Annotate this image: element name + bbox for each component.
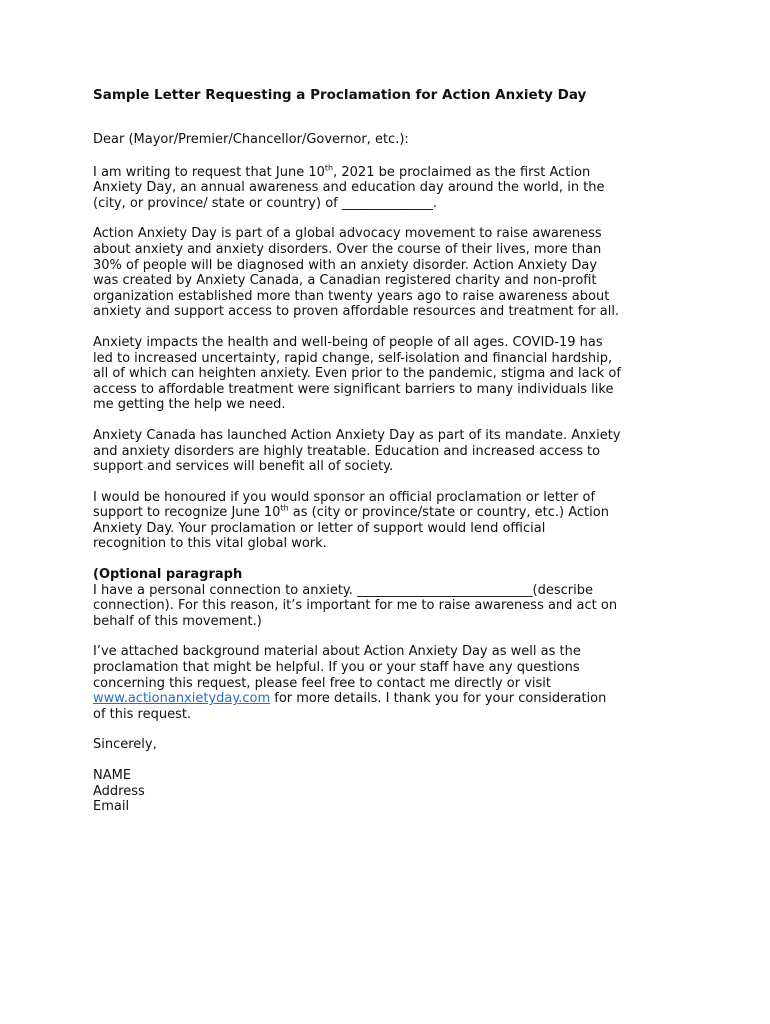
paragraph-line: was created by Anxiety Canada, a Canadian registered charity and non-profit	[93, 273, 597, 289]
paragraph-line: anxiety and support access to proven affordable resources and treatment for all.	[93, 304, 620, 320]
ordinal-suffix: th	[324, 163, 334, 173]
paragraph-line: recognition to this vital global work.	[93, 536, 327, 552]
paragraph-line: Anxiety impacts the health and well-being of people of all ages. COVID-19 has	[93, 334, 603, 350]
paragraph-about	[93, 226, 683, 320]
paragraph-line: I would be honoured if you would sponsor an official proclamation or letter of	[93, 489, 596, 505]
paragraph-line: of this request.	[93, 706, 192, 722]
paragraph-line: I’ve attached background material about Action Anxiety Day as well as the	[93, 644, 581, 660]
text-run: support to recognize June 10	[93, 505, 281, 521]
signature-email: Email	[93, 799, 130, 815]
paragraph-line: connection). For this reason, it’s important for me to raise awareness and act on	[93, 598, 618, 614]
paragraph-line	[93, 505, 683, 521]
paragraph-line: me getting the help we need.	[93, 397, 286, 413]
signature-block	[93, 768, 683, 815]
letter-page	[93, 86, 683, 830]
paragraph-line: access to affordable treatment were significant barriers to many individuals like	[93, 381, 614, 397]
paragraph-line: Anxiety Day, an annual awareness and education day around the world, in the	[93, 180, 605, 196]
paragraph-line: Anxiety Day. Your proclamation or letter of support would lend official	[93, 520, 546, 536]
paragraph-sponsor	[93, 490, 683, 552]
paragraph-attachments	[93, 644, 683, 722]
text-run: , 2021 be proclaimed as the first Action	[333, 164, 591, 180]
paragraph-line	[93, 691, 683, 707]
letter-title: Sample Letter Requesting a Proclamation for Action Anxiety Day	[93, 87, 587, 103]
optional-heading: (Optional paragraph	[93, 567, 243, 583]
paragraph-line: Action Anxiety Day is part of a global advocacy movement to raise awareness	[93, 226, 602, 242]
signature-name: NAME	[93, 768, 132, 783]
text-run: for more details. I thank you for your consideration	[270, 691, 607, 707]
website-link[interactable]: www.actionanxietyday.com	[93, 691, 271, 707]
paragraph-line: support and services will benefit all of society.	[93, 459, 394, 475]
paragraph-request	[93, 165, 683, 212]
paragraph-line: concerning this request, please feel free to contact me directly or visit	[93, 675, 552, 691]
paragraph-optional	[93, 567, 683, 629]
salutation: Dear (Mayor/Premier/Chancellor/Governor, etc.):	[93, 132, 409, 147]
paragraph-line: behalf of this movement.)	[93, 613, 262, 629]
paragraph-line: organization established more than twenty years ago to raise awareness about	[93, 288, 610, 304]
paragraph-line: led to increased uncertainty, rapid change, self-isolation and financial hardship,	[93, 350, 613, 366]
signature-address: Address	[93, 783, 145, 799]
paragraph-line: Anxiety Canada has launched Action Anxiety Day as part of its mandate. Anxiety	[93, 427, 621, 443]
paragraph-line: proclamation that might be helpful. If you or your staff have any questions	[93, 660, 580, 676]
ordinal-suffix: th	[280, 503, 289, 513]
paragraph-line: 30% of people will be diagnosed with an anxiety disorder. Action Anxiety Day	[93, 257, 598, 273]
closing: Sincerely,	[93, 737, 157, 753]
paragraph-line: I have a personal connection to anxiety. ___________________________(describe	[93, 582, 593, 598]
paragraph-line: about anxiety and anxiety disorders. Over the course of their lives, more than	[93, 241, 602, 257]
paragraph-line: all of which can heighten anxiety. Even prior to the pandemic, stigma and lack of	[93, 366, 621, 382]
paragraph-line	[93, 165, 683, 181]
paragraph-line: (city, or province/ state or country) of ______________.	[93, 195, 437, 211]
paragraph-line: and anxiety disorders are highly treatable. Education and increased access to	[93, 443, 601, 459]
paragraph-impact	[93, 335, 683, 413]
text-run: I am writing to request that June 10	[93, 164, 325, 180]
text-run: as (city or province/state or country, etc.) Action	[288, 505, 609, 521]
paragraph-mandate	[93, 428, 683, 475]
